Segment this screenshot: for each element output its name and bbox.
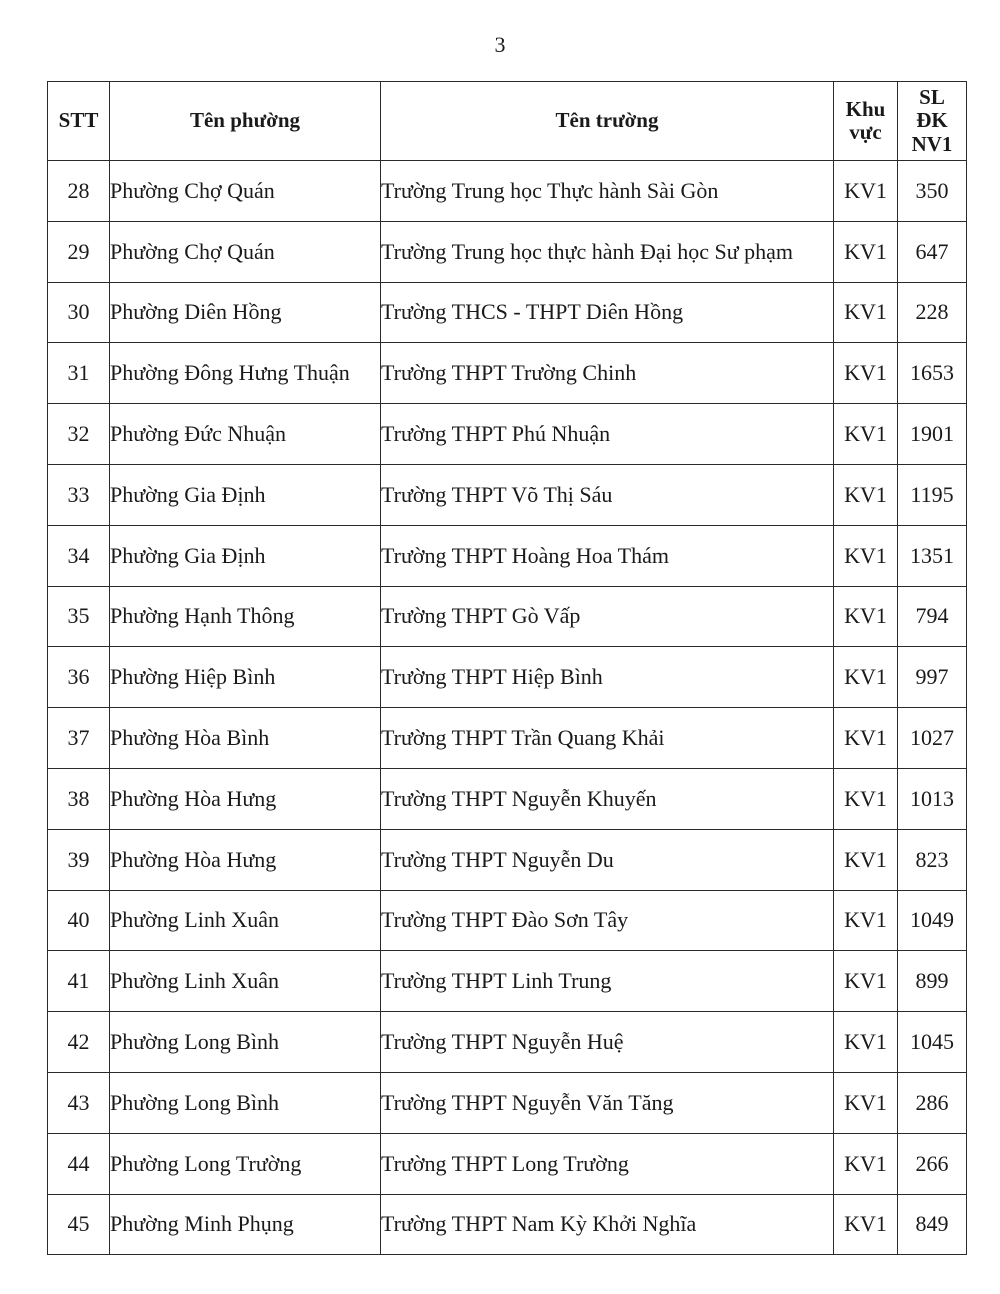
cell-area: KV1 [834, 1194, 898, 1255]
cell-stt: 29 [48, 221, 110, 282]
cell-school-name: Trường THPT Hiệp Bình [381, 647, 834, 708]
cell-area: KV1 [834, 1072, 898, 1133]
cell-quota: 997 [898, 647, 967, 708]
cell-ward-name: Phường Hòa Hưng [110, 768, 381, 829]
table-row [48, 343, 967, 404]
header-row [48, 82, 967, 161]
cell-stt: 43 [48, 1072, 110, 1133]
cell-school-name: Trường THPT Linh Trung [381, 951, 834, 1012]
table-row [48, 890, 967, 951]
cell-area: KV1 [834, 647, 898, 708]
schools-table [47, 81, 967, 1255]
cell-stt: 39 [48, 829, 110, 890]
cell-area: KV1 [834, 221, 898, 282]
cell-stt: 40 [48, 890, 110, 951]
cell-school-name: Trường Trung học Thực hành Sài Gòn [381, 161, 834, 222]
cell-ward-name: Phường Linh Xuân [110, 951, 381, 1012]
cell-quota: 794 [898, 586, 967, 647]
cell-quota: 1013 [898, 768, 967, 829]
cell-area: KV1 [834, 525, 898, 586]
cell-ward-name: Phường Gia Định [110, 464, 381, 525]
cell-ward-name: Phường Minh Phụng [110, 1194, 381, 1255]
cell-quota: 823 [898, 829, 967, 890]
cell-ward-name: Phường Đông Hưng Thuận [110, 343, 381, 404]
cell-school-name: Trường THPT Nguyễn Huệ [381, 1012, 834, 1073]
cell-quota: 228 [898, 282, 967, 343]
cell-school-name: Trường THPT Long Trường [381, 1133, 834, 1194]
cell-quota: 1351 [898, 525, 967, 586]
cell-stt: 34 [48, 525, 110, 586]
cell-ward-name: Phường Diên Hồng [110, 282, 381, 343]
header-quota-line: ĐK [916, 108, 948, 133]
cell-area: KV1 [834, 890, 898, 951]
table-row [48, 1133, 967, 1194]
cell-stt: 38 [48, 768, 110, 829]
header-stt: STT [48, 82, 110, 161]
table-row [48, 586, 967, 647]
header-quota-line: NV1 [911, 131, 953, 156]
table-row [48, 951, 967, 1012]
cell-quota: 1045 [898, 1012, 967, 1073]
table-row [48, 1012, 967, 1073]
table-row [48, 829, 967, 890]
cell-school-name: Trường THPT Trường Chinh [381, 343, 834, 404]
cell-area: KV1 [834, 1133, 898, 1194]
cell-stt: 32 [48, 404, 110, 465]
cell-area: KV1 [834, 404, 898, 465]
cell-quota: 266 [898, 1133, 967, 1194]
cell-quota: 849 [898, 1194, 967, 1255]
cell-ward-name: Phường Long Bình [110, 1012, 381, 1073]
cell-ward-name: Phường Gia Định [110, 525, 381, 586]
cell-ward-name: Phường Hạnh Thông [110, 586, 381, 647]
table-row [48, 464, 967, 525]
cell-quota: 899 [898, 951, 967, 1012]
cell-ward-name: Phường Hòa Hưng [110, 829, 381, 890]
cell-quota: 1027 [898, 708, 967, 769]
cell-ward-name: Phường Long Trường [110, 1133, 381, 1194]
cell-school-name: Trường THPT Phú Nhuận [381, 404, 834, 465]
cell-area: KV1 [834, 951, 898, 1012]
table-row [48, 221, 967, 282]
cell-area: KV1 [834, 586, 898, 647]
table-row [48, 161, 967, 222]
cell-area: KV1 [834, 768, 898, 829]
cell-stt: 41 [48, 951, 110, 1012]
cell-area: KV1 [834, 1012, 898, 1073]
cell-stt: 45 [48, 1194, 110, 1255]
cell-school-name: Trường THPT Nam Kỳ Khởi Nghĩa [381, 1194, 834, 1255]
cell-ward-name: Phường Hòa Bình [110, 708, 381, 769]
table-row [48, 768, 967, 829]
cell-stt: 37 [48, 708, 110, 769]
cell-quota: 350 [898, 161, 967, 222]
cell-area: KV1 [834, 343, 898, 404]
cell-area: KV1 [834, 829, 898, 890]
cell-quota: 1049 [898, 890, 967, 951]
cell-ward-name: Phường Chợ Quán [110, 161, 381, 222]
cell-ward-name: Phường Linh Xuân [110, 890, 381, 951]
table-row [48, 525, 967, 586]
cell-stt: 44 [48, 1133, 110, 1194]
table-row [48, 1194, 967, 1255]
cell-school-name: Trường THPT Gò Vấp [381, 586, 834, 647]
cell-stt: 28 [48, 161, 110, 222]
cell-ward-name: Phường Hiệp Bình [110, 647, 381, 708]
cell-stt: 42 [48, 1012, 110, 1073]
cell-school-name: Trường THPT Nguyễn Khuyến [381, 768, 834, 829]
cell-area: KV1 [834, 161, 898, 222]
table-row [48, 282, 967, 343]
cell-stt: 35 [48, 586, 110, 647]
cell-stt: 30 [48, 282, 110, 343]
cell-area: KV1 [834, 282, 898, 343]
cell-stt: 31 [48, 343, 110, 404]
cell-school-name: Trường THPT Hoàng Hoa Thám [381, 525, 834, 586]
table-body [48, 161, 967, 1255]
page-number: 3 [494, 32, 506, 57]
cell-quota: 286 [898, 1072, 967, 1133]
cell-ward-name: Phường Chợ Quán [110, 221, 381, 282]
cell-school-name: Trường THPT Trần Quang Khải [381, 708, 834, 769]
cell-ward-name: Phường Đức Nhuận [110, 404, 381, 465]
cell-area: KV1 [834, 464, 898, 525]
cell-quota: 1901 [898, 404, 967, 465]
cell-school-name: Trường THPT Nguyễn Văn Tăng [381, 1072, 834, 1133]
cell-school-name: Trường Trung học thực hành Đại học Sư phạm [381, 221, 834, 282]
cell-stt: 36 [48, 647, 110, 708]
header-quota [898, 82, 967, 161]
table-row [48, 708, 967, 769]
header-school: Tên trường [381, 82, 834, 161]
header-area-line: Khu [845, 96, 886, 121]
header-quota-line: SL [919, 85, 945, 110]
header-area [834, 82, 898, 161]
cell-quota: 1653 [898, 343, 967, 404]
header-ward: Tên phường [110, 82, 381, 161]
cell-quota: 647 [898, 221, 967, 282]
cell-stt: 33 [48, 464, 110, 525]
cell-quota: 1195 [898, 464, 967, 525]
cell-area: KV1 [834, 708, 898, 769]
table-row [48, 647, 967, 708]
header-area-line: vực [849, 120, 882, 144]
cell-school-name: Trường THCS - THPT Diên Hồng [381, 282, 834, 343]
cell-school-name: Trường THPT Nguyễn Du [381, 829, 834, 890]
table-row [48, 404, 967, 465]
table-row [48, 1072, 967, 1133]
cell-school-name: Trường THPT Đào Sơn Tây [381, 890, 834, 951]
cell-school-name: Trường THPT Võ Thị Sáu [381, 464, 834, 525]
cell-ward-name: Phường Long Bình [110, 1072, 381, 1133]
